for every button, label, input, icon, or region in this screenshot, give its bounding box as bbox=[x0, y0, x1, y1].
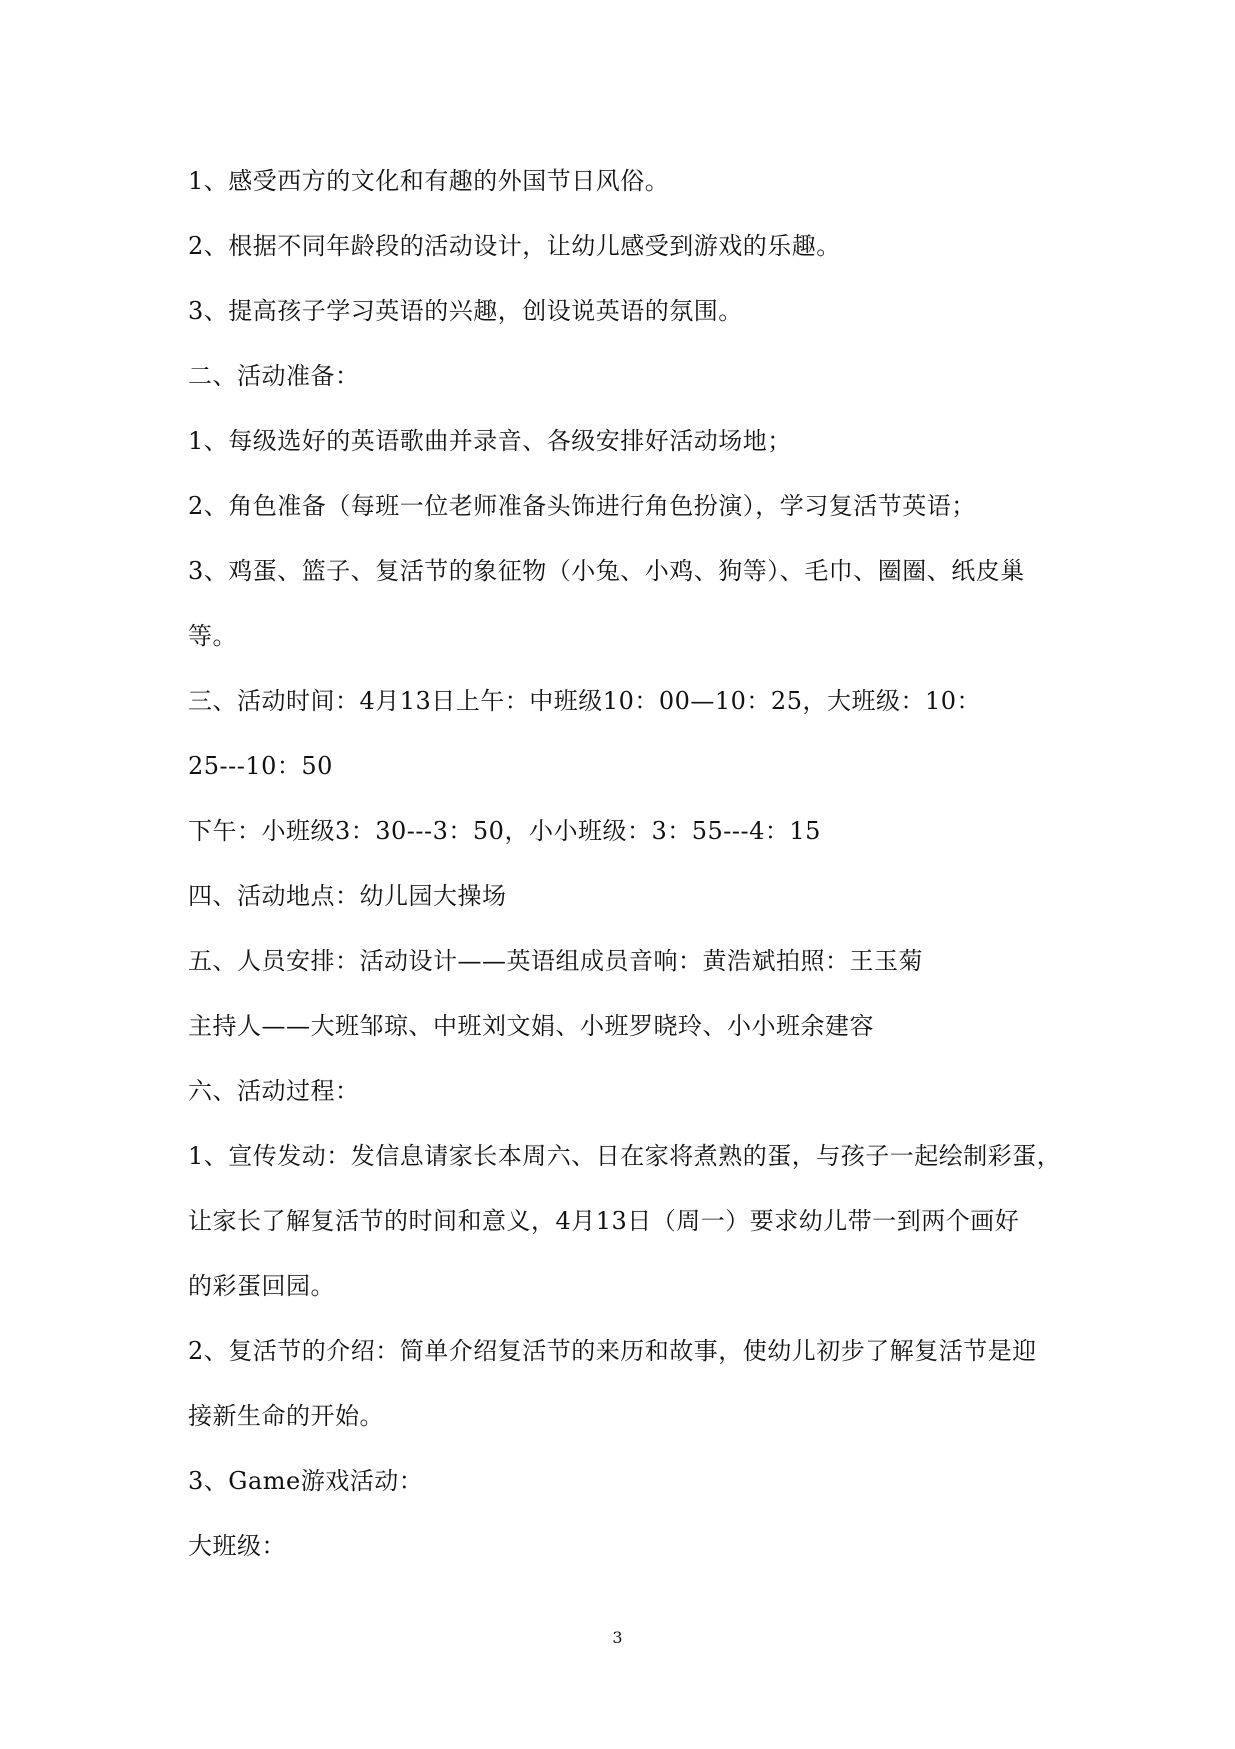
text-line: 2、复活节的介绍：简单介绍复活节的来历和故事，使幼儿初步了解复活节是迎 bbox=[188, 1337, 1037, 1365]
text-line: 2、角色准备（每班一位老师准备头饰进行角色扮演），学习复活节英语； bbox=[188, 492, 976, 520]
page-number: 3 bbox=[612, 1628, 623, 1647]
text-line: 主持人——大班邹琼、中班刘文娟、小班罗晓玲、小小班余建容 bbox=[188, 1012, 874, 1040]
text-line: 1、感受西方的文化和有趣的外国节日风俗。 bbox=[188, 167, 670, 195]
text-line: 大班级： bbox=[188, 1532, 286, 1560]
text-line: 的彩蛋回园。 bbox=[188, 1272, 335, 1300]
text-line: 3、鸡蛋、篮子、复活节的象征物（小兔、小鸡、狗等）、毛巾、圈圈、纸皮巢 bbox=[188, 557, 1025, 585]
text-line: 接新生命的开始。 bbox=[188, 1402, 384, 1430]
text-line: 25---10：50 bbox=[188, 752, 333, 780]
section-heading: 六、活动过程： bbox=[188, 1077, 360, 1105]
text-line: 3、提高孩子学习英语的兴趣，创设说英语的氛围。 bbox=[188, 297, 743, 325]
section-heading: 四、活动地点：幼儿园大操场 bbox=[188, 882, 507, 910]
text-line: 3、Game游戏活动： bbox=[188, 1467, 424, 1495]
text-line: 2、根据不同年龄段的活动设计，让幼儿感受到游戏的乐趣。 bbox=[188, 232, 841, 260]
text-line: 1、每级选好的英语歌曲并录音、各级安排好活动场地； bbox=[188, 427, 792, 455]
text-line: 等。 bbox=[188, 622, 237, 650]
section-heading: 二、活动准备： bbox=[188, 362, 360, 390]
text-line: 1、宣传发动：发信息请家长本周六、日在家将煮熟的蛋，与孩子一起绘制彩蛋， bbox=[188, 1142, 1062, 1170]
section-heading: 三、活动时间：4月13日上午：中班级10：00—10：25，大班级：10： bbox=[188, 687, 982, 715]
section-heading: 五、人员安排：活动设计——英语组成员音响：黄浩斌拍照：王玉菊 bbox=[188, 947, 923, 975]
text-line: 让家长了解复活节的时间和意义，4月13日（周一）要求幼儿带一到两个画好 bbox=[188, 1207, 1020, 1235]
text-line: 下午：小班级3：30---3：50，小小班级：3：55---4：15 bbox=[188, 817, 821, 845]
